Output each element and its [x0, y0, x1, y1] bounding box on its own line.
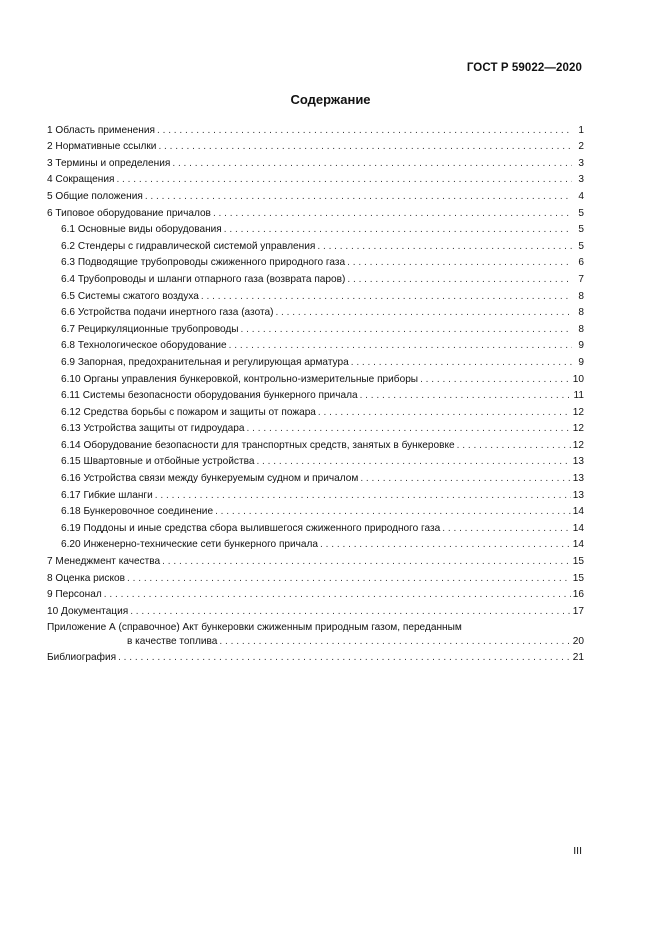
- toc-entry[interactable]: [47, 451, 584, 468]
- toc-entry[interactable]: [47, 185, 584, 202]
- toc-entry-page: 5: [578, 224, 584, 236]
- dot-leader: [118, 652, 571, 663]
- dot-leader: [457, 440, 571, 451]
- toc-entry-page: 15: [572, 556, 584, 568]
- toc-entry-title: 6.3 Подводящие трубопроводы сжиженного природного газа: [61, 257, 346, 269]
- toc-entry-page: 3: [578, 157, 584, 169]
- dot-leader: [347, 257, 572, 268]
- toc-entry-page: 15: [572, 572, 584, 584]
- dot-leader: [275, 307, 572, 318]
- toc-entry-page: 12: [572, 439, 584, 451]
- toc-entry-title: 6.17 Гибкие шланги: [61, 489, 153, 501]
- toc-entry-title: 6 Типовое оборудование причалов: [47, 207, 211, 219]
- dot-leader: [219, 636, 570, 647]
- toc-entry-title: Приложение А (справочное) Акт бункеровки сжиженным природным газом, переданным: [47, 621, 462, 633]
- dot-leader: [157, 125, 572, 136]
- toc-entry[interactable]: [47, 517, 584, 534]
- toc-entry[interactable]: [47, 434, 584, 451]
- toc-entry[interactable]: [47, 119, 584, 136]
- toc-entry[interactable]: [47, 235, 584, 252]
- toc-entry[interactable]: [47, 268, 584, 285]
- dot-leader: [318, 407, 571, 418]
- dot-leader: [104, 589, 571, 600]
- toc-entry[interactable]: [47, 401, 584, 418]
- toc-entry-page: 6: [578, 257, 584, 269]
- toc-entry-page: 13: [572, 456, 584, 468]
- toc-entry-page: 3: [578, 174, 584, 186]
- toc-entry-page: 16: [572, 589, 584, 601]
- dot-leader: [155, 490, 571, 501]
- toc-entry[interactable]: [47, 302, 584, 319]
- toc-entry-title: 10 Документация: [47, 605, 129, 617]
- dot-leader: [213, 208, 572, 219]
- toc-entry-title: 6.11 Системы безопасности оборудования бункерного причала: [61, 390, 358, 402]
- toc-entry-appendix[interactable]: [47, 617, 584, 647]
- toc-entry-title: 1 Область применения: [47, 124, 155, 136]
- toc-entry-page: 8: [578, 290, 584, 302]
- document-code: ГОСТ Р 59022—2020: [466, 62, 582, 74]
- toc-entry[interactable]: [47, 550, 584, 567]
- toc-entry[interactable]: [47, 534, 584, 551]
- toc-entry-title: 6.7 Рециркуляционные трубопроводы: [61, 323, 239, 335]
- dot-leader: [172, 158, 572, 169]
- dot-leader: [247, 423, 571, 434]
- toc-entry-page: 5: [578, 207, 584, 219]
- toc-entry-page: 5: [578, 240, 584, 252]
- dot-leader: [162, 556, 571, 567]
- toc-entry[interactable]: [47, 219, 584, 236]
- toc-entry-title: 6.19 Поддоны и иные средства сбора вылившегося сжиженного природного газа: [61, 522, 441, 534]
- dot-leader: [127, 573, 571, 584]
- toc-entry-page: 14: [572, 506, 584, 518]
- toc-entry-title: 6.12 Средства борьбы с пожаром и защиты от пожара: [61, 406, 316, 418]
- toc-entry-page: 21: [572, 652, 584, 664]
- toc-entry-title: 7 Менеджмент качества: [47, 556, 161, 568]
- toc-entry-title: 6.2 Стендеры с гидравлической системой управления: [61, 240, 316, 252]
- toc-entry-title: 2 Нормативные ссылки: [47, 141, 157, 153]
- toc-entry-page: 12: [572, 406, 584, 418]
- dot-leader: [317, 241, 572, 252]
- toc-entry-title: 6.20 Инженерно-технические сети бункерного причала: [61, 539, 319, 551]
- toc-entry-page: 13: [572, 489, 584, 501]
- toc-title: Содержание: [290, 92, 371, 107]
- toc-entry[interactable]: [47, 351, 584, 368]
- dot-leader: [256, 456, 570, 467]
- toc-entry-title: 4 Сокращения: [47, 174, 115, 186]
- toc-entry-title: 6.14 Оборудование безопасности для транспортных средств, занятых в бункеровке: [61, 439, 455, 451]
- toc-entry-page: 8: [578, 323, 584, 335]
- dot-leader: [320, 539, 571, 550]
- toc-entry-page: 14: [572, 522, 584, 534]
- dot-leader: [130, 606, 571, 617]
- dot-leader: [241, 324, 573, 335]
- toc-entry-page: 13: [572, 473, 584, 485]
- toc-entry[interactable]: [47, 252, 584, 269]
- toc-entry-page: 2: [578, 141, 584, 153]
- toc-entry-title: Библиография: [47, 652, 117, 664]
- toc-entry[interactable]: [47, 335, 584, 352]
- dot-leader: [116, 174, 572, 185]
- toc-entry-page: 14: [572, 539, 584, 551]
- toc-entry[interactable]: [47, 136, 584, 153]
- toc-entry-page: 11: [573, 390, 584, 402]
- toc-entry-title: 6.15 Швартовные и отбойные устройства: [61, 456, 255, 468]
- toc-entry-title: 8 Оценка рисков: [47, 572, 125, 584]
- toc-entry-page: 12: [572, 423, 584, 435]
- page-number: III: [573, 845, 582, 857]
- toc-entry[interactable]: [47, 318, 584, 335]
- toc-entry[interactable]: [47, 647, 584, 664]
- toc-entry-title: 6.9 Запорная, предохранительная и регулирующая арматура: [61, 356, 349, 368]
- toc-entry-title: 6.16 Устройства связи между бункеруемым судном и причалом: [61, 473, 359, 485]
- toc-entry[interactable]: [47, 567, 584, 584]
- toc-entry-title: 6.18 Бункеровочное соединение: [61, 506, 214, 518]
- dot-leader: [215, 506, 571, 517]
- toc-entry-title: 6.13 Устройства защиты от гидроудара: [61, 423, 245, 435]
- toc-entry-title: 9 Персонал: [47, 589, 102, 601]
- toc-entry[interactable]: [47, 169, 584, 186]
- toc-entry-title: 5 Общие положения: [47, 190, 143, 202]
- dot-leader: [442, 523, 571, 534]
- toc-entry-title: 6.5 Системы сжатого воздуха: [61, 290, 199, 302]
- toc-entry-page: 7: [578, 273, 584, 285]
- toc-entry-page: 8: [578, 307, 584, 319]
- toc-entry-title: 6.1 Основные виды оборудования: [61, 224, 222, 236]
- dot-leader: [360, 390, 572, 401]
- toc-entry-page: 9: [578, 340, 584, 352]
- toc-entry-title: 6.6 Устройства подачи инертного газа (азота): [61, 307, 274, 319]
- dot-leader: [145, 191, 572, 202]
- toc-entry[interactable]: [47, 584, 584, 601]
- dot-leader: [229, 340, 572, 351]
- toc-entry[interactable]: [47, 484, 584, 501]
- dot-leader: [420, 374, 571, 385]
- toc-entry[interactable]: [47, 152, 584, 169]
- toc-entry-page: 20: [572, 635, 584, 647]
- toc-entry-page: 1: [578, 124, 584, 136]
- dot-leader: [347, 274, 572, 285]
- toc-entry-page: 17: [572, 605, 584, 617]
- toc-entry[interactable]: [47, 385, 584, 402]
- toc-entry-page: 9: [578, 356, 584, 368]
- toc-entry-page: 10: [572, 373, 584, 385]
- toc-entry[interactable]: [47, 501, 584, 518]
- toc-entry-title-continued: в качестве топлива: [127, 635, 218, 647]
- dot-leader: [158, 141, 572, 152]
- toc-entry[interactable]: [47, 418, 584, 435]
- dot-leader: [201, 291, 572, 302]
- toc-entry-title: 6.8 Технологическое оборудование: [61, 340, 227, 352]
- toc-entry-title: 6.4 Трубопроводы и шланги отпарного газа (возврата паров): [61, 273, 346, 285]
- table-of-contents: [47, 119, 584, 663]
- dot-leader: [224, 224, 572, 235]
- toc-entry[interactable]: [47, 600, 584, 617]
- toc-entry[interactable]: [47, 467, 584, 484]
- toc-entry[interactable]: [47, 285, 584, 302]
- dot-leader: [360, 473, 570, 484]
- toc-entry[interactable]: [47, 202, 584, 219]
- dot-leader: [351, 357, 572, 368]
- toc-entry-title: 6.10 Органы управления бункеровкой, контрольно-измерительные приборы: [61, 373, 419, 385]
- toc-entry-title: 3 Термины и определения: [47, 157, 171, 169]
- toc-entry[interactable]: [47, 368, 584, 385]
- toc-entry-page: 4: [578, 190, 584, 202]
